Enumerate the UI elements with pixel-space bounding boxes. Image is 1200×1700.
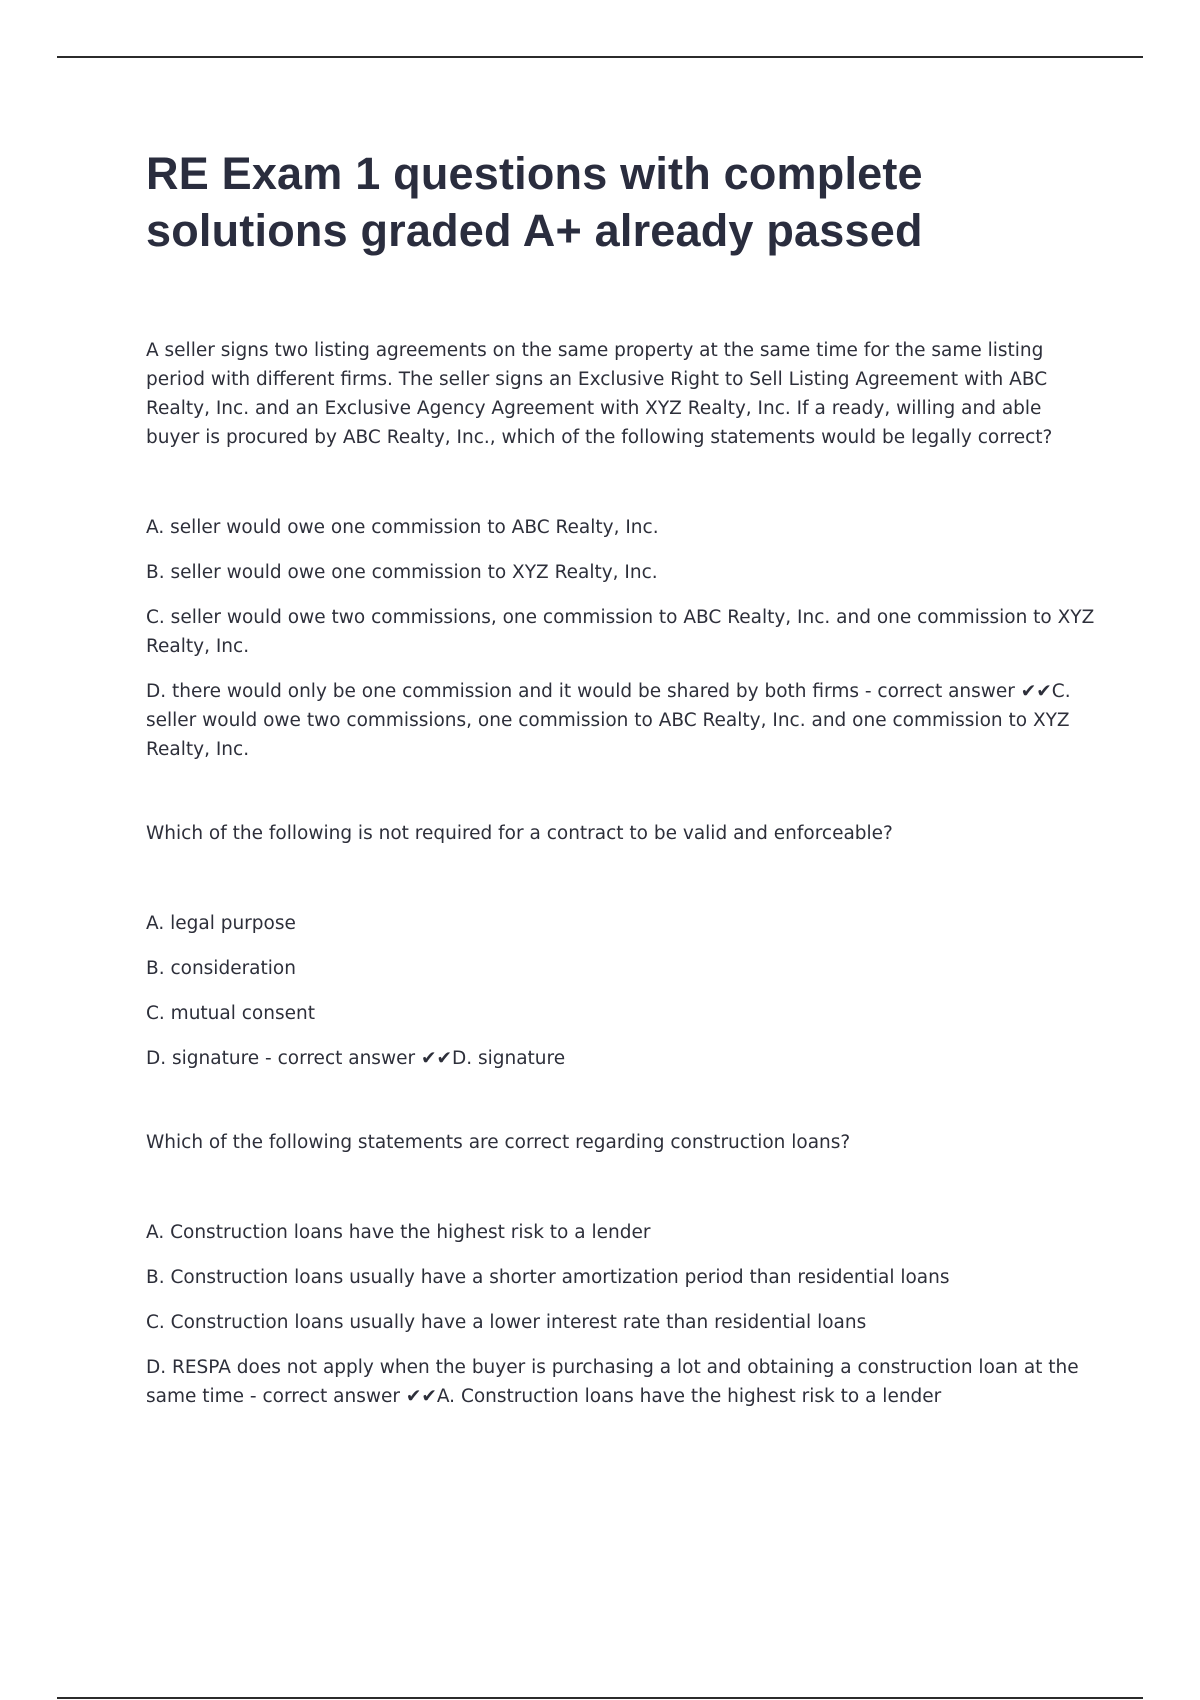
answer-option: A. seller would owe one commission to ABC Realty, Inc. <box>146 517 659 538</box>
answer-option: D. there would only be one commission and it would be shared by both firms - correct answer ✔✔C. seller would owe two commissions, one commission to ABC Realty, Inc. and one commission to XYZ Realty, Inc. <box>146 681 1071 760</box>
document-title: RE Exam 1 questions with complete solutions graded A+ already passed <box>146 148 923 256</box>
answer-options <box>146 513 1096 764</box>
answer-options <box>146 909 1096 1073</box>
question-text: Which of the following statements are correct regarding construction loans? <box>146 1132 851 1153</box>
question-text: A seller signs two listing agreements on the same property at the same time for the same listing period with different firms. The seller signs an Exclusive Right to Sell Listing Agreement with ABC Realty, Inc. and an Exclusive Agency Agreement with XYZ Realty, Inc. If a ready, willing and able buyer is procured by ABC Realty, Inc., which of the following statements would be legally correct? <box>146 340 1053 448</box>
answer-option: D. RESPA does not apply when the buyer is purchasing a lot and obtaining a construction loan at the same time - correct answer ✔✔A. Construction loans have the highest risk to a lender <box>146 1357 1079 1407</box>
answer-option: B. Construction loans usually have a shorter amortization period than residential loans <box>146 1267 950 1288</box>
question-text: Which of the following is not required for a contract to be valid and enforceable? <box>146 823 893 844</box>
question-block-1 <box>146 336 1096 764</box>
answer-option: C. Construction loans usually have a lower interest rate than residential loans <box>146 1312 867 1333</box>
answer-option: C. seller would owe two commissions, one commission to ABC Realty, Inc. and one commission to XYZ Realty, Inc. <box>146 607 1095 657</box>
answer-option: C. mutual consent <box>146 1003 315 1024</box>
answer-option: B. seller would owe one commission to XYZ Realty, Inc. <box>146 562 658 583</box>
question-block-3 <box>146 1128 1096 1411</box>
answer-option: A. legal purpose <box>146 913 296 934</box>
answer-option: D. signature - correct answer ✔✔D. signature <box>146 1048 566 1069</box>
document-body <box>146 145 1096 1427</box>
answer-option: B. consideration <box>146 958 296 979</box>
question-block-2 <box>146 819 1096 1073</box>
answer-option: A. Construction loans have the highest risk to a lender <box>146 1222 651 1243</box>
top-rule <box>57 56 1143 58</box>
answer-options <box>146 1218 1096 1411</box>
bottom-rule <box>57 1697 1143 1699</box>
